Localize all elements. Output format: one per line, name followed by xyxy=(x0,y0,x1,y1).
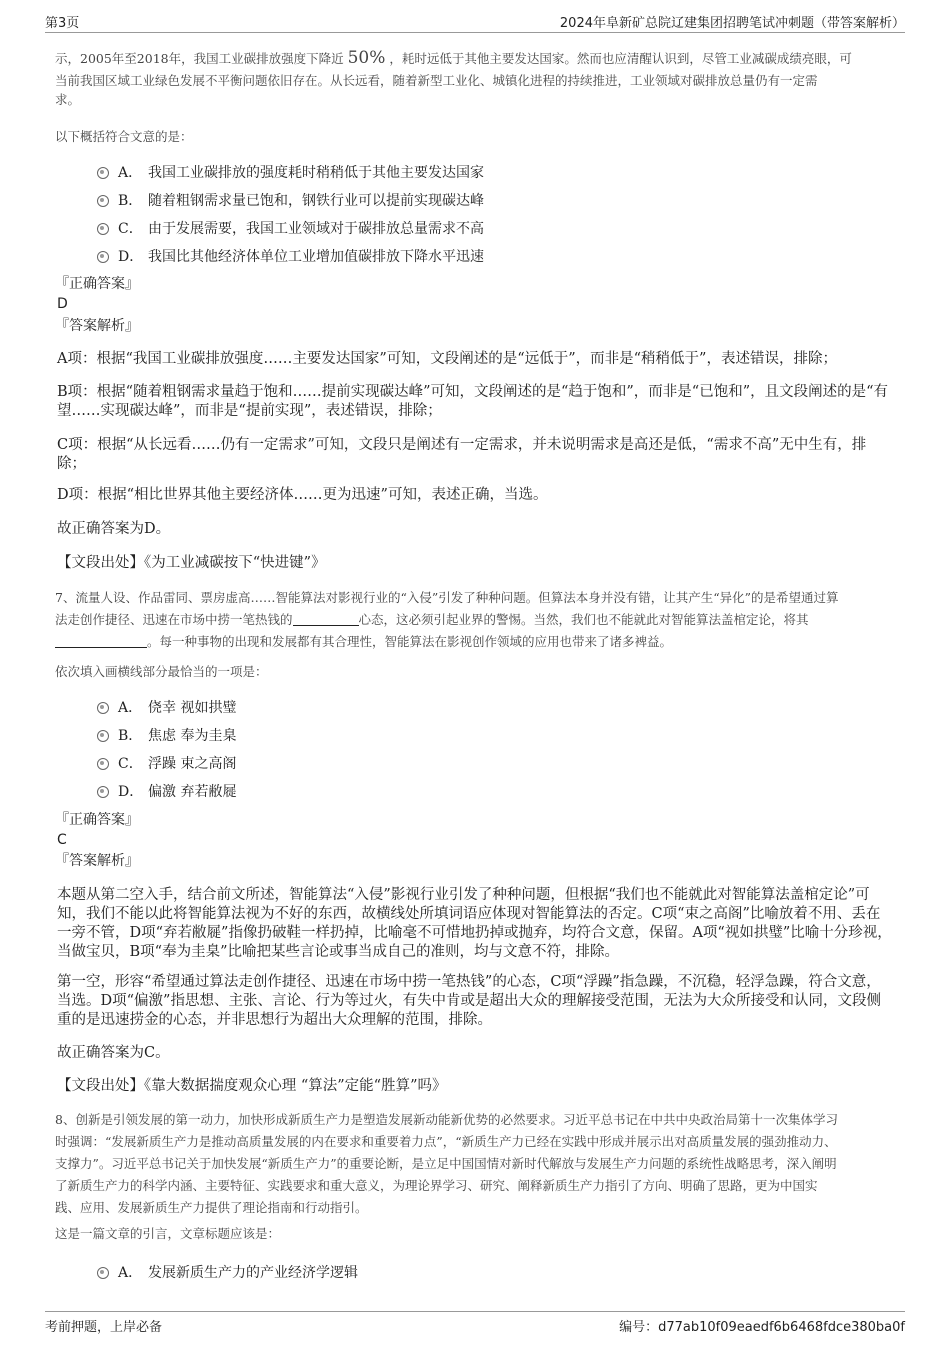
radio-icon[interactable] xyxy=(97,223,109,235)
footer-slogan: 考前押题，上岸必备 xyxy=(45,1320,163,1335)
page-number: 第3页 xyxy=(45,16,80,31)
fill-blank-1[interactable] xyxy=(293,611,359,626)
q8-line-2: 时强调：“发展新质生产力是推动高质量发展的内在要求和重要着力点”，“新质生产力已经在实践中形成并展示出对高质量发展的强劲推动力、 xyxy=(55,1134,837,1149)
q7-option-a[interactable]: A． 侥幸 视如拱璧 xyxy=(55,694,895,722)
q8-option-a[interactable]: A． 发展新质生产力的产业经济学逻辑 xyxy=(55,1259,895,1287)
q7-line-3: 。每一种事物的出现和发展都有其合理性，智能算法在影视创作领域的应用也带来了诸多裨益。 xyxy=(55,631,895,653)
q6-option-b[interactable]: B． 随着粗钢需求量已饱和，钢铁行业可以提前实现碳达峰 xyxy=(55,187,895,215)
q7-line-2: 法走创作捷径、迅速在市场中捞一笔热钱的 心态，这必须引起业界的警惕。当然，我们也不能就此对智能算法盖棺定论，将其 xyxy=(55,612,809,627)
radio-icon[interactable] xyxy=(97,702,109,714)
q6-passage-line-3: 求。 xyxy=(55,92,81,107)
q6-passage-line-2: 当前我国区域工业绿色发展不平衡问题依旧存在。从长远看，随着新型工业化、城镇化进程的持续推进，工业领域对碳排放总量仍有一定需 xyxy=(55,73,818,88)
q6-source: 【文段出处】《为工业减碳按下“快进键”》 xyxy=(57,555,326,571)
q7-option-d[interactable]: D． 偏激 弃若敝屣 xyxy=(55,778,895,806)
q7-prompt: 依次填入画横线部分最恰当的一项是： xyxy=(55,664,268,679)
q6-answer-label: 『正确答案』 xyxy=(55,276,139,292)
q7-analysis-2: 第一空，形容“希望通过算法走创作捷径、迅速在市场中捞一笔热钱”的心态，C项“浮躁”指急躁，不沉稳，轻浮急躁，符合文意，当选。D项“偏激”指思想、主张、言论、行为等过火，有失中肯或是超出大众的理解接受范围，无法为大众所接受和认同，文段侧重的是迅速捞金的心态，并非思想行为超出大众理解的范围，排除。 xyxy=(57,974,881,1028)
q8-line-4: 了新质生产力的科学内涵、主要特征、实践要求和重大意义，为理论界学习、研究、阐释新质生产力指引了方向、明确了思路，更为中国实 xyxy=(55,1178,818,1193)
radio-icon[interactable] xyxy=(97,758,109,770)
q6-passage-line-1: 示，2005年至2018年，我国工业碳排放强度下降近 50% ，耗时远低于其他主要发达国家。然而也应清醒认识到，尽管工业减碳成绩亮眼，可 xyxy=(55,48,852,68)
q6-analysis-c: C项：根据“从长远看……仍有一定需求”可知，文段只是阐述有一定需求，并未说明需求是高还是低，“需求不高”无中生有，排除； xyxy=(57,437,867,472)
q7-passage xyxy=(55,587,895,653)
fill-blank-2[interactable] xyxy=(55,633,147,648)
page-footer xyxy=(45,1311,905,1336)
radio-icon[interactable] xyxy=(97,1267,109,1279)
q6-option-a[interactable]: A． 我国工业碳排放的强度耗时稍稍低于其他主要发达国家 xyxy=(55,159,895,187)
q6-conclusion: 故正确答案为D。 xyxy=(57,521,171,537)
q7-conclusion: 故正确答案为C。 xyxy=(57,1045,170,1061)
q7-source: 【文段出处】《靠大数据揣度观众心理 “算法”定能“胜算”吗》 xyxy=(57,1078,447,1094)
q7-option-c[interactable]: C． 浮躁 束之高阁 xyxy=(55,750,895,778)
page-header xyxy=(45,10,905,33)
q7-answer: C xyxy=(57,832,67,848)
q7-line-1: 7、流量人设、作品雷同、票房虚高……智能算法对影视行业的“入侵”引发了种种问题。但算法本身并没有错，让其产生“异化”的是希望通过算 xyxy=(55,590,839,605)
q6-options xyxy=(55,159,895,271)
q7-options xyxy=(55,694,895,806)
radio-icon[interactable] xyxy=(97,167,109,179)
q8-options xyxy=(55,1259,895,1287)
q8-line-3: 支撑力”。习近平总书记关于加快发展“新质生产力”的重要论断，是立足中国国情对新时代解放与发展生产力问题的系统性战略思考，深入阐明 xyxy=(55,1156,837,1171)
q8-prompt: 这是一篇文章的引言，文章标题应该是： xyxy=(55,1226,281,1241)
q7-answer-label: 『正确答案』 xyxy=(55,812,139,828)
radio-icon[interactable] xyxy=(97,786,109,798)
radio-icon[interactable] xyxy=(97,251,109,263)
document-id: 编号：d77ab10f09eaedf6b6468fdce380ba0f xyxy=(619,1320,905,1335)
q6-prompt: 以下概括符合文意的是： xyxy=(55,129,193,144)
radio-icon[interactable] xyxy=(97,730,109,742)
radio-icon[interactable] xyxy=(97,195,109,207)
q6-analysis-b: B项：根据“随着粗钢需求量趋于饱和……提前实现碳达峰”可知，文段阐述的是“趋于饱和”，而非是“已饱和”，且文段阐述的是“有望……实现碳达峰”，而非是“提前实现”，表述错误，排除； xyxy=(57,384,889,419)
document-title: 2024年阜新矿总院辽建集团招聘笔试冲刺题（带答案解析） xyxy=(559,16,905,31)
q6-answer: D xyxy=(57,296,68,312)
q7-analysis-label: 『答案解析』 xyxy=(55,853,139,869)
q8-passage xyxy=(55,1109,895,1219)
q7-analysis-1: 本题从第二空入手，结合前文所述，智能算法“入侵”影视行业引发了种种问题，但根据“我们也不能就此对智能算法盖棺定论”可知，我们不能以此将智能算法视为不好的东西，故横线处所填词语应体现对智能算法的否定。C项“束之高阁”比喻放着不用、丢在一旁不管，D项“弃若敝屣”指像扔破鞋一样扔掉，比喻毫不可惜地扔掉或抛弃，均符合文意，保留。A项“视如拱璧”比喻十分珍视，当做宝贝，B项“奉为圭臬”比喻把某些言论或事当成自己的准则，均与文意不符，排除。 xyxy=(57,887,892,960)
q6-analysis-label: 『答案解析』 xyxy=(55,318,139,334)
q8-line-5: 践、应用、发展新质生产力提供了理论指南和行动指引。 xyxy=(55,1200,368,1215)
q6-passage xyxy=(55,45,895,111)
q7-option-b[interactable]: B． 焦虑 奉为圭臬 xyxy=(55,722,895,750)
q6-analysis-a: A项：根据“我国工业碳排放强度……主要发达国家”可知，文段阐述的是“远低于”，而非是“稍稍低于”，表述错误，排除； xyxy=(57,351,837,367)
q6-option-d[interactable]: D． 我国比其他经济体单位工业增加值碳排放下降水平迅速 xyxy=(55,243,895,271)
q8-line-1: 8、创新是引领发展的第一动力，加快形成新质生产力是塑造发展新动能新优势的必然要求。习近平总书记在中共中央政治局第十一次集体学习 xyxy=(55,1112,838,1127)
q6-option-c[interactable]: C． 由于发展需要，我国工业领域对于碳排放总量需求不高 xyxy=(55,215,895,243)
q6-analysis-d: D项：根据“相比世界其他主要经济体……更为迅速”可知，表述正确，当选。 xyxy=(57,487,548,503)
